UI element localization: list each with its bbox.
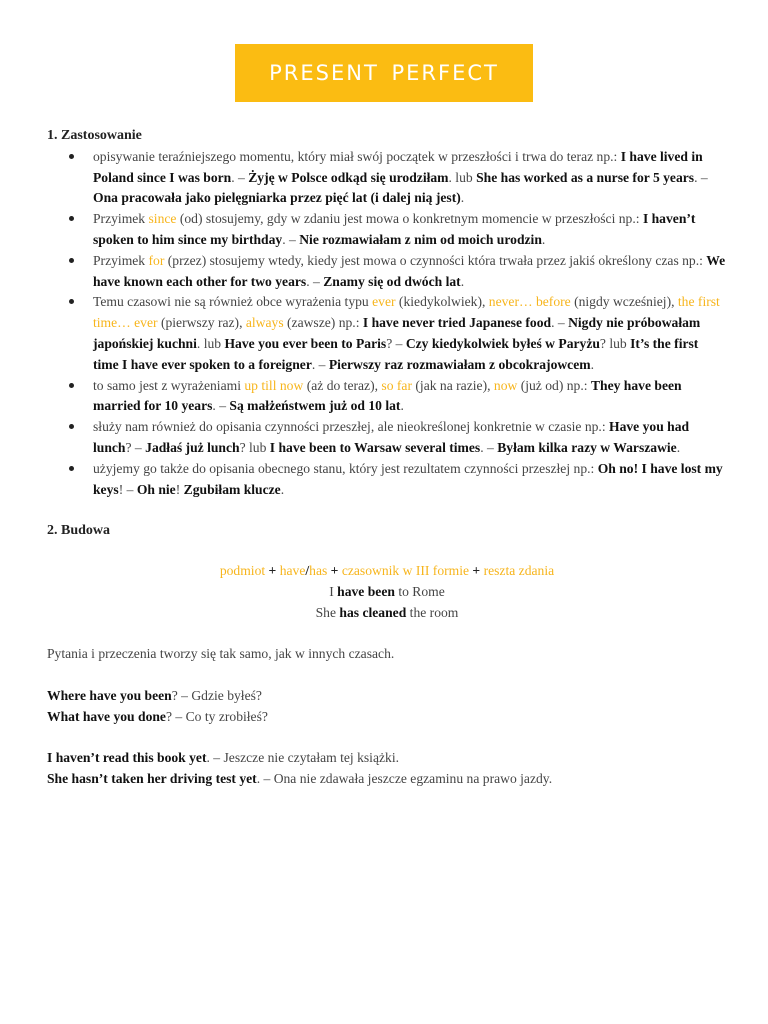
page-title: PRESENT PERFECT: [269, 61, 499, 85]
text-run: (jak na razie),: [412, 377, 494, 393]
english-example: Have you ever been to Paris: [224, 335, 387, 351]
spacer: [47, 665, 727, 686]
text-run: ? lub: [599, 335, 631, 351]
text-run: . –: [306, 273, 324, 289]
spacer: [47, 500, 727, 521]
english-example: I have never tried Japanese food: [362, 315, 552, 331]
text-run: .: [460, 273, 465, 289]
keyword-highlight: up till now: [244, 377, 304, 393]
list-item: [47, 292, 727, 375]
section-heading-structure: 2. Budowa: [47, 523, 111, 539]
polish-translation: Oh nie: [136, 481, 176, 497]
text-run: (pierwszy raz),: [157, 315, 246, 331]
text-run: (kiedykolwiek),: [395, 294, 489, 310]
spacer: [47, 727, 727, 748]
polish-translation: Byłam kilka razy w Warszawie: [497, 439, 677, 455]
question-example: [47, 686, 727, 707]
polish-translation: ? – Co ty zrobiłeś?: [165, 708, 268, 724]
formula-verb: czasownik w III formie: [341, 562, 470, 578]
text-run: . –: [231, 169, 249, 185]
english-example: It’s the first time I have ever spoken to a foreigner: [93, 335, 699, 372]
english-example: They have been married for 10 years: [93, 377, 682, 414]
keyword-highlight: since: [148, 211, 177, 227]
question-example: [47, 707, 727, 728]
questions-note: Pytania i przeczenia tworzy się tak samo, jak w innych czasach.: [47, 646, 395, 662]
spacer: [47, 623, 727, 644]
text-run: to samo jest z wyrażeniami: [93, 377, 245, 393]
english-example: I haven’t spoken to him since my birthday: [93, 211, 696, 247]
keyword-highlight: now: [493, 377, 518, 393]
keyword-highlight: the first time… ever: [93, 294, 720, 331]
text-run: (nigdy wcześniej),: [570, 294, 678, 310]
english-example: I have been to Warsaw several times: [269, 439, 481, 455]
text-run: służy nam również do opisania czynności przeszłej, ale nieokreślonej konkretnie w czasie np.:: [93, 419, 610, 435]
list-item: [47, 209, 727, 251]
text-run: ! –: [118, 481, 137, 497]
keyword-highlight: never… before: [488, 294, 571, 310]
text-run: ? –: [386, 335, 406, 351]
title-banner: [235, 44, 533, 102]
keyword-highlight: ever: [372, 294, 396, 310]
text-run: opisywanie teraźniejszego momentu, który miał swój początek w przeszłości i trwa do teraz np.:: [93, 148, 621, 164]
text-run: .: [676, 439, 681, 455]
negation-example: [47, 769, 727, 790]
polish-translation: . – Ona nie zdawała jeszcze egzaminu na prawo jazdy.: [256, 770, 553, 786]
english-example: Where have you been: [47, 687, 172, 703]
keyword-highlight: so far: [381, 377, 412, 393]
text-run: Temu czasowi nie są również obce wyrażenia typu: [93, 294, 373, 310]
text-run: (już od) np.:: [517, 377, 591, 393]
text-run: (zawsze) np.:: [283, 315, 363, 331]
polish-translation: Jadłaś już lunch: [145, 439, 240, 455]
english-example: We have known each other for two years: [93, 252, 726, 289]
negation-example: [47, 748, 727, 769]
polish-translation: . – Jeszcze nie czytałam tej książki.: [206, 750, 399, 766]
text-run: użyjemy go także do opisania obecnego stanu, który jest rezultatem czynności przeszłej np.:: [93, 460, 598, 476]
text-run: . –: [311, 356, 329, 372]
text-run: (aż do teraz),: [303, 377, 382, 393]
text-run: . lub: [448, 169, 477, 185]
keyword-highlight: always: [245, 315, 284, 331]
formula-slash: /: [305, 562, 310, 578]
text-run: (od) stosujemy, gdy w zdaniu jest mowa o konkretnym momencie w przeszłości np.:: [176, 211, 643, 227]
english-example: What have you done: [47, 708, 166, 724]
text-run: ? –: [125, 439, 146, 455]
polish-translation: Zgubiłam klucze: [183, 481, 281, 497]
example-verb: has cleaned: [339, 604, 407, 620]
text-run: .: [400, 398, 404, 414]
text-run: .: [280, 481, 285, 497]
polish-translation: Żyję w Polsce odkąd się urodziłam: [248, 169, 449, 185]
usage-list: [47, 147, 727, 501]
formula-rest: reszta zdania: [483, 562, 555, 578]
text-run: Przyimek: [93, 252, 149, 268]
polish-translation: Znamy się od dwóch lat: [323, 273, 461, 289]
polish-translation: ? – Gdzie byłeś?: [171, 687, 262, 703]
keyword-highlight: for: [148, 252, 165, 268]
text-run: . –: [694, 169, 708, 185]
english-example: Oh no! I have lost my keys: [93, 460, 723, 497]
text-run: .: [460, 190, 465, 206]
polish-translation: Nigdy nie próbowałam japońskiej kuchni: [93, 315, 701, 351]
example-text: the room: [406, 604, 459, 620]
list-item: [47, 376, 727, 418]
list-item: [47, 417, 727, 459]
formula-plus: +: [265, 562, 280, 578]
text-run: .: [590, 356, 594, 372]
example-text: I: [329, 583, 338, 599]
formula-have: have: [279, 562, 306, 578]
text-run: Przyimek: [93, 211, 149, 227]
list-item: [47, 251, 727, 293]
text-run: . –: [212, 398, 230, 414]
list-item: [47, 459, 727, 501]
english-example: She has worked as a nurse for 5 years: [476, 169, 695, 185]
english-example: I have lived in Poland since I was born: [93, 148, 703, 185]
polish-translation: Czy kiedykolwiek byłeś w Paryżu: [405, 335, 600, 351]
example-text: She: [315, 604, 340, 620]
list-item: [47, 147, 727, 209]
document-body: [47, 126, 727, 790]
text-run: . –: [282, 231, 300, 247]
example-verb: have been: [337, 583, 395, 599]
text-run: .: [541, 231, 546, 247]
example-text: to Rome: [394, 583, 445, 599]
text-run: !: [175, 481, 184, 497]
polish-translation: Nie rozmawiałam z nim od moich urodzin: [299, 231, 542, 247]
polish-translation: Ona pracowała jako pielęgniarka przez pięć lat (i dalej nią jest): [93, 190, 461, 206]
text-run: . –: [480, 439, 498, 455]
english-example: She hasn’t taken her driving test yet: [47, 770, 257, 786]
formula-has: has: [309, 562, 328, 578]
formula-subject: podmiot: [219, 562, 266, 578]
text-run: (przez) stosujemy wtedy, kiedy jest mowa o czynności która trwała przez jakiś określony czas np.:: [164, 252, 707, 268]
polish-translation: Pierwszy raz rozmawiałam z obcokrajowcem: [328, 356, 591, 372]
text-run: ? lub: [239, 439, 270, 455]
polish-translation: Są małżeństwem już od 10 lat: [229, 398, 401, 414]
formula-plus: +: [469, 562, 484, 578]
section-heading-usage: 1. Zastosowanie: [47, 128, 142, 143]
text-run: . –: [551, 315, 569, 331]
structure-formula: [47, 561, 727, 623]
english-example: Have you had lunch: [93, 419, 690, 455]
text-run: . lub: [196, 335, 225, 351]
formula-plus: +: [327, 562, 342, 578]
english-example: I haven’t read this book yet: [47, 750, 207, 766]
